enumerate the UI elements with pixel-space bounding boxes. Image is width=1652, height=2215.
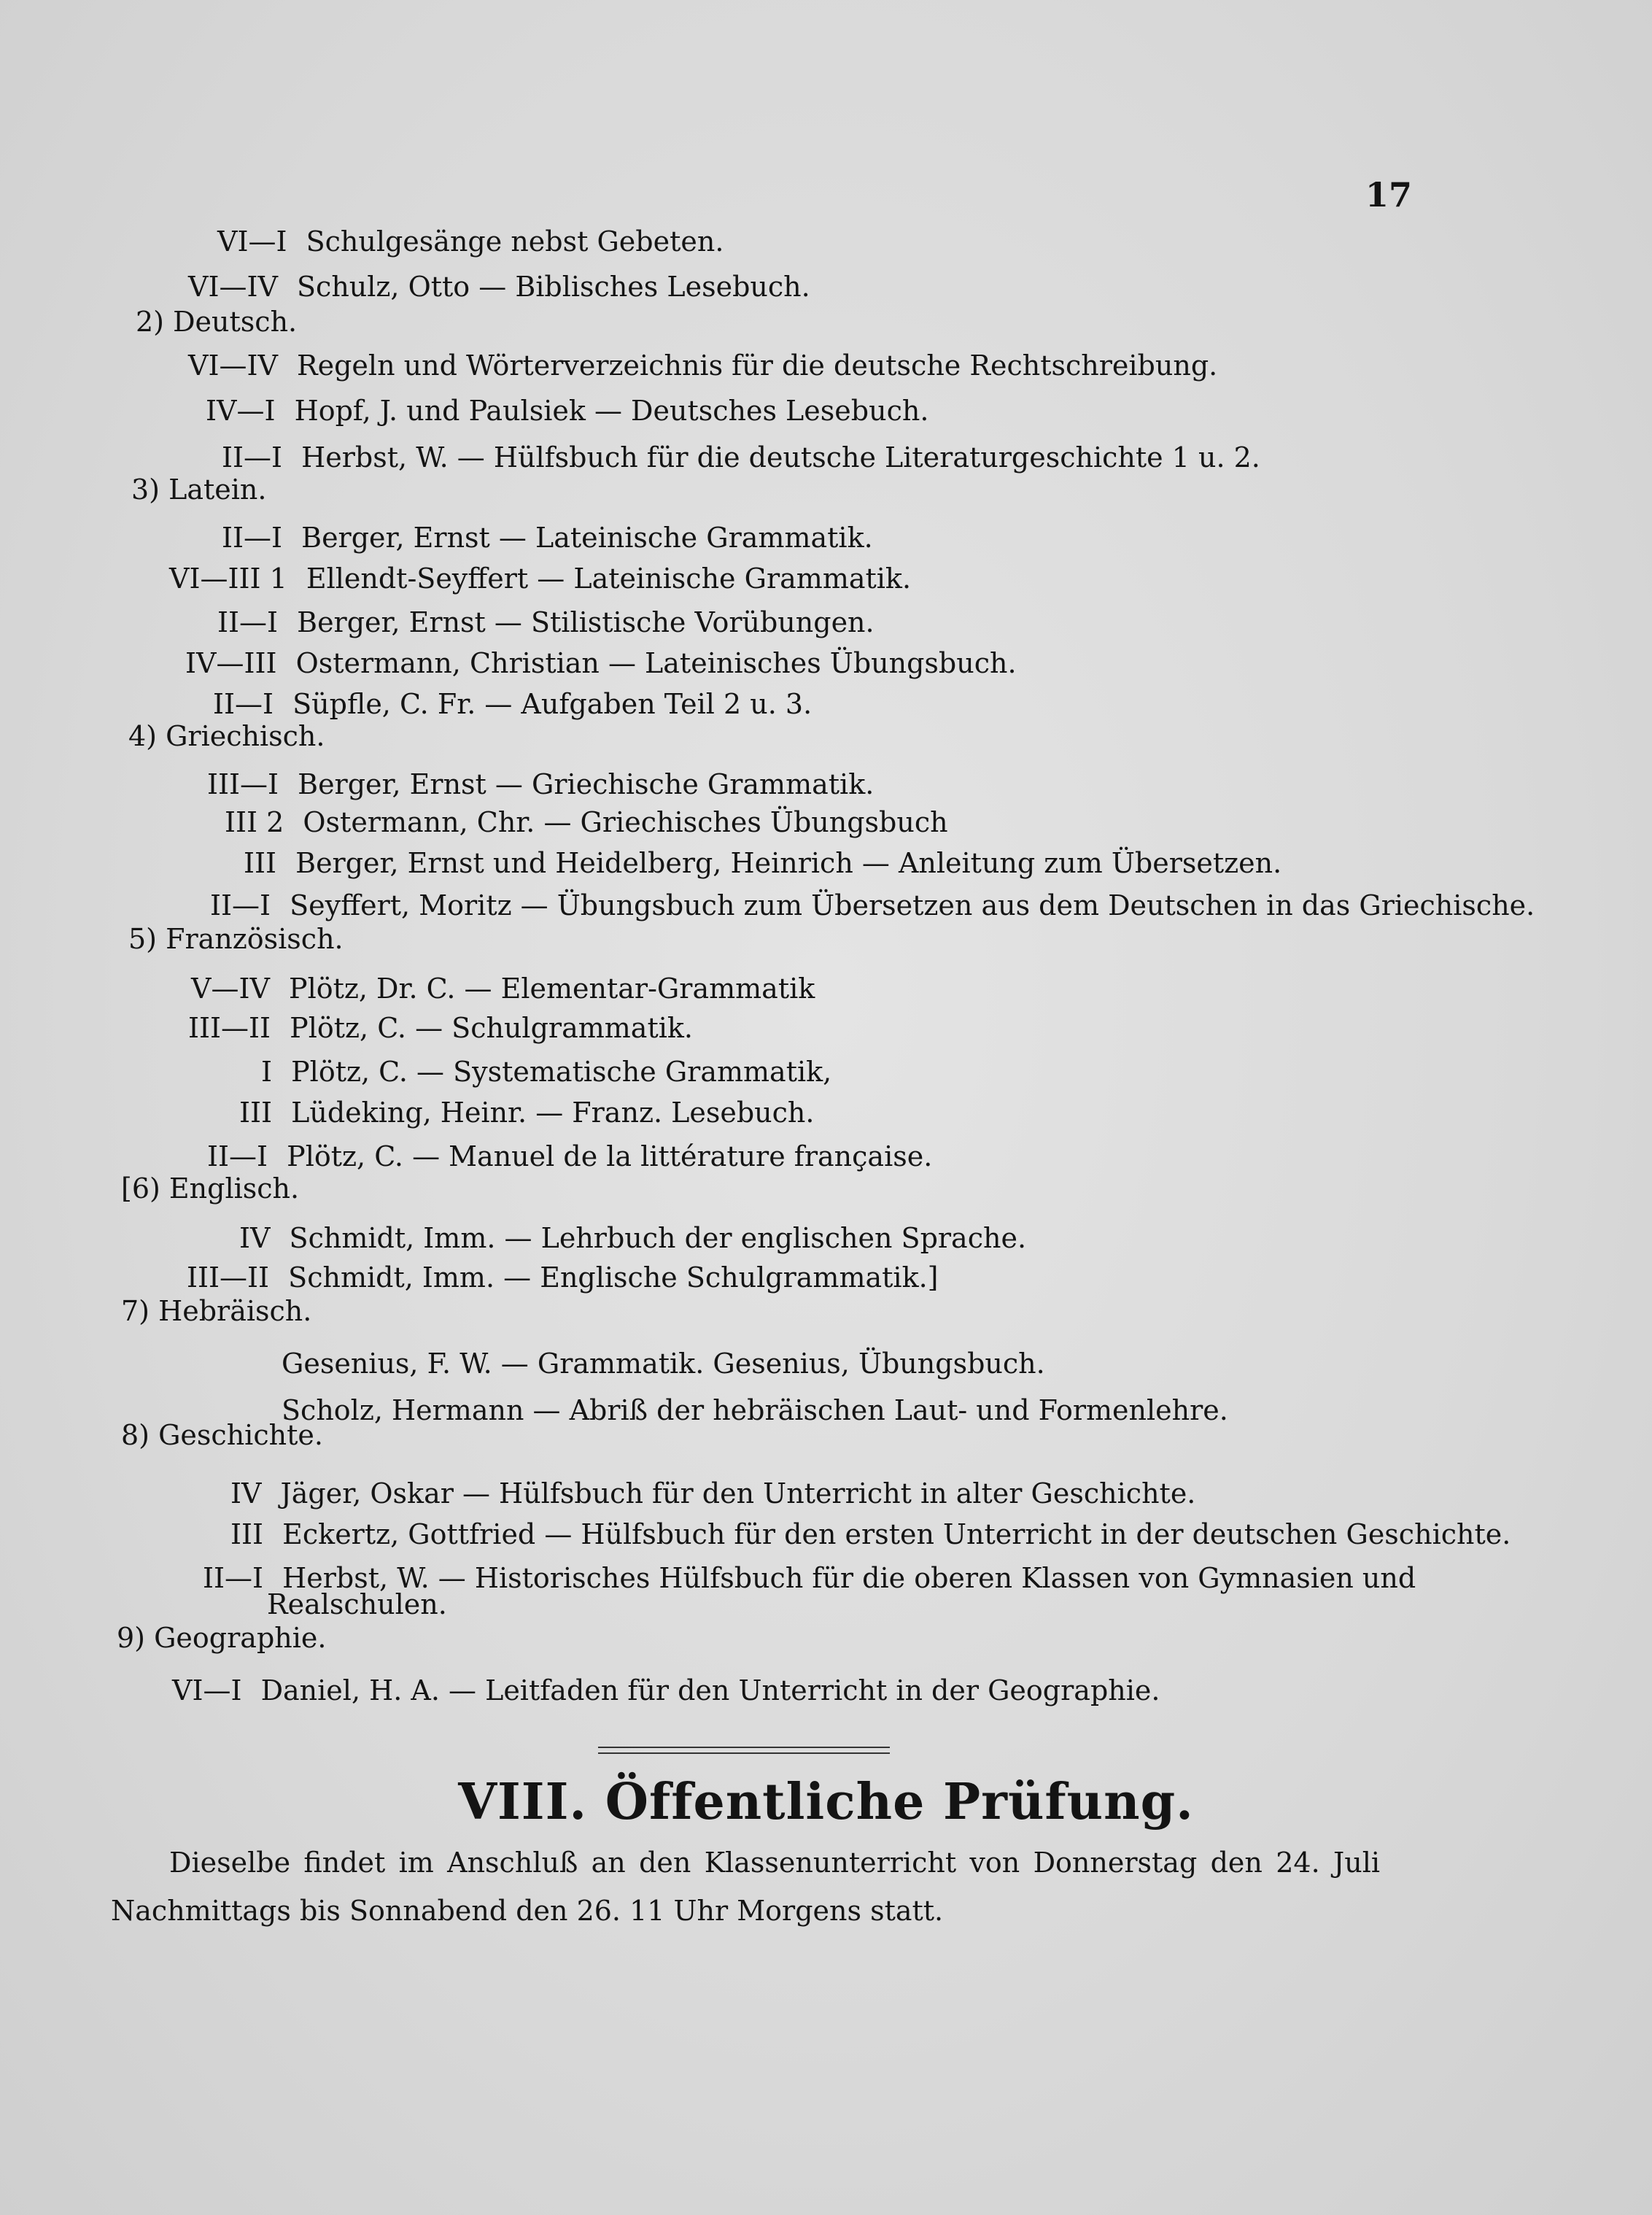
chapter-heading: VIII. Öffentliche Prüfung. <box>458 1773 1194 1831</box>
list-item <box>239 1096 814 1129</box>
section-heading: [6) Englisch. <box>121 1172 300 1205</box>
book-entry: Plötz, C. — Systematische Grammatik, <box>291 1056 832 1088</box>
list-item <box>239 1221 1026 1255</box>
list-item <box>244 846 1281 880</box>
class-range: VI—I <box>217 225 287 258</box>
class-range: II—I <box>222 522 283 554</box>
list-item <box>230 1477 1195 1510</box>
list-item <box>210 889 1535 922</box>
class-range: II—I <box>222 441 283 473</box>
class-range: III <box>239 1097 273 1129</box>
book-entry: Schulgesänge nebst Gebeten. <box>306 225 724 258</box>
list-item <box>213 687 812 721</box>
list-item <box>185 646 1017 680</box>
section-heading: 9) Geographie. <box>117 1622 327 1654</box>
list-item <box>169 562 911 595</box>
class-range: IV—I <box>206 395 276 427</box>
class-range: II—I <box>203 1562 264 1594</box>
book-entry: Lüdeking, Heinr. — Franz. Lesebuch. <box>291 1097 815 1129</box>
class-range: VI—IV <box>188 271 278 303</box>
class-range: III—II <box>188 1012 271 1044</box>
class-range: II—I <box>207 1140 268 1172</box>
class-range: V—IV <box>191 973 270 1005</box>
class-range: III—II <box>187 1261 270 1294</box>
section-heading: 7) Hebräisch. <box>121 1295 312 1327</box>
class-range: III 2 <box>225 806 284 838</box>
book-entry: Plötz, Dr. C. — Elementar-Grammatik <box>289 973 815 1005</box>
book-entry: Plötz, C. — Manuel de la littérature française. <box>287 1140 933 1172</box>
book-entry: Hopf, J. und Paulsiek — Deutsches Lesebuch. <box>294 395 929 427</box>
list-item <box>187 1261 939 1294</box>
class-range: IV—III <box>185 647 277 679</box>
book-entry: Herbst, W. — Hülfsbuch für die deutsche Literaturgeschichte 1 u. 2. <box>301 441 1260 473</box>
book-entry: Daniel, H. A. — Leitfaden für den Unterricht in der Geographie. <box>260 1674 1160 1706</box>
book-entry: Schmidt, Imm. — Lehrbuch der englischen Sprache. <box>289 1222 1027 1254</box>
list-item <box>206 394 928 428</box>
list-item <box>217 225 724 258</box>
book-entry: Schulz, Otto — Biblisches Lesebuch. <box>297 271 810 303</box>
book-entry: Berger, Ernst — Stilistische Vorübungen. <box>297 606 875 638</box>
section-heading: 3) Latein. <box>131 473 267 506</box>
list-item <box>172 1674 1160 1707</box>
list-item <box>188 349 1217 382</box>
body-paragraph: Dieselbe findet im Anschluß an den Klassenunterricht von Donnerstag den 24. Juli Nachmittags bis Sonnabend den 26. 11 Uhr Morgens statt. <box>111 1847 1380 1927</box>
class-range: III <box>244 847 277 879</box>
section-heading: 8) Geschichte. <box>121 1419 323 1451</box>
book-entry: Eckertz, Gottfried — Hülfsbuch für den ersten Unterricht in der deutschen Geschichte. <box>282 1518 1511 1550</box>
book-entry: Plötz, C. — Schulgrammatik. <box>290 1012 693 1044</box>
section-heading: 2) Deutsch. <box>136 306 298 338</box>
book-entry: Berger, Ernst — Griechische Grammatik. <box>298 768 875 800</box>
section-heading: 5) Französisch. <box>128 923 344 955</box>
class-range: III—I <box>207 768 279 800</box>
list-item <box>230 1518 1511 1551</box>
class-range: II—I <box>217 606 279 638</box>
list-item <box>261 1055 831 1089</box>
book-entry: Schmidt, Imm. — Englische Schulgrammatik.] <box>288 1261 939 1294</box>
list-item <box>222 521 873 554</box>
divider <box>598 1747 890 1748</box>
class-range: IV <box>230 1477 262 1509</box>
class-range: I <box>261 1056 273 1088</box>
section-heading: 4) Griechisch. <box>128 720 325 752</box>
list-item: Gesenius, F. W. — Grammatik. Gesenius, Übungsbuch. <box>282 1348 1045 1380</box>
list-item <box>207 1140 932 1173</box>
class-range: VI—III 1 <box>169 563 287 595</box>
list-item <box>191 972 815 1005</box>
book-entry: Regeln und Wörterverzeichnis für die deutsche Rechtschreibung. <box>297 349 1218 382</box>
book-entry: Ellendt-Seyffert — Lateinische Grammatik. <box>306 563 912 595</box>
page-number: 17 <box>1365 175 1413 214</box>
class-range: II—I <box>213 688 274 720</box>
list-item <box>225 805 948 839</box>
book-entry: Berger, Ernst und Heidelberg, Heinrich — Anleitung zum Übersetzen. <box>295 847 1282 879</box>
book-entry: Jäger, Oskar — Hülfsbuch für den Unterricht in alter Geschichte. <box>280 1477 1196 1509</box>
list-item <box>188 1011 693 1045</box>
list-item <box>222 441 1260 474</box>
book-entry: Süpfle, C. Fr. — Aufgaben Teil 2 u. 3. <box>292 688 813 720</box>
list-item <box>217 606 875 639</box>
class-range: VI—IV <box>188 349 278 382</box>
list-item: Scholz, Hermann — Abriß der hebräischen Laut- und Formenlehre. <box>282 1394 1228 1426</box>
divider <box>598 1752 890 1754</box>
class-range: II—I <box>210 889 271 921</box>
list-item <box>207 768 874 801</box>
book-entry: Ostermann, Christian — Lateinisches Übungsbuch. <box>295 647 1017 679</box>
book-entry: Herbst, W. — Historisches Hülfsbuch für die oberen Klassen von Gymnasien und <box>282 1562 1416 1594</box>
list-item <box>188 270 810 304</box>
book-entry: Seyffert, Moritz — Übungsbuch zum Übersetzen aus dem Deutschen in das Griechische. <box>290 889 1535 921</box>
list-item-continuation: Realschulen. <box>267 1588 447 1620</box>
book-entry: Ostermann, Chr. — Griechisches Übungsbuch <box>303 806 948 838</box>
class-range: IV <box>239 1222 271 1254</box>
class-range: VI—I <box>172 1674 242 1706</box>
class-range: III <box>230 1518 264 1550</box>
book-entry: Berger, Ernst — Lateinische Grammatik. <box>301 522 873 554</box>
